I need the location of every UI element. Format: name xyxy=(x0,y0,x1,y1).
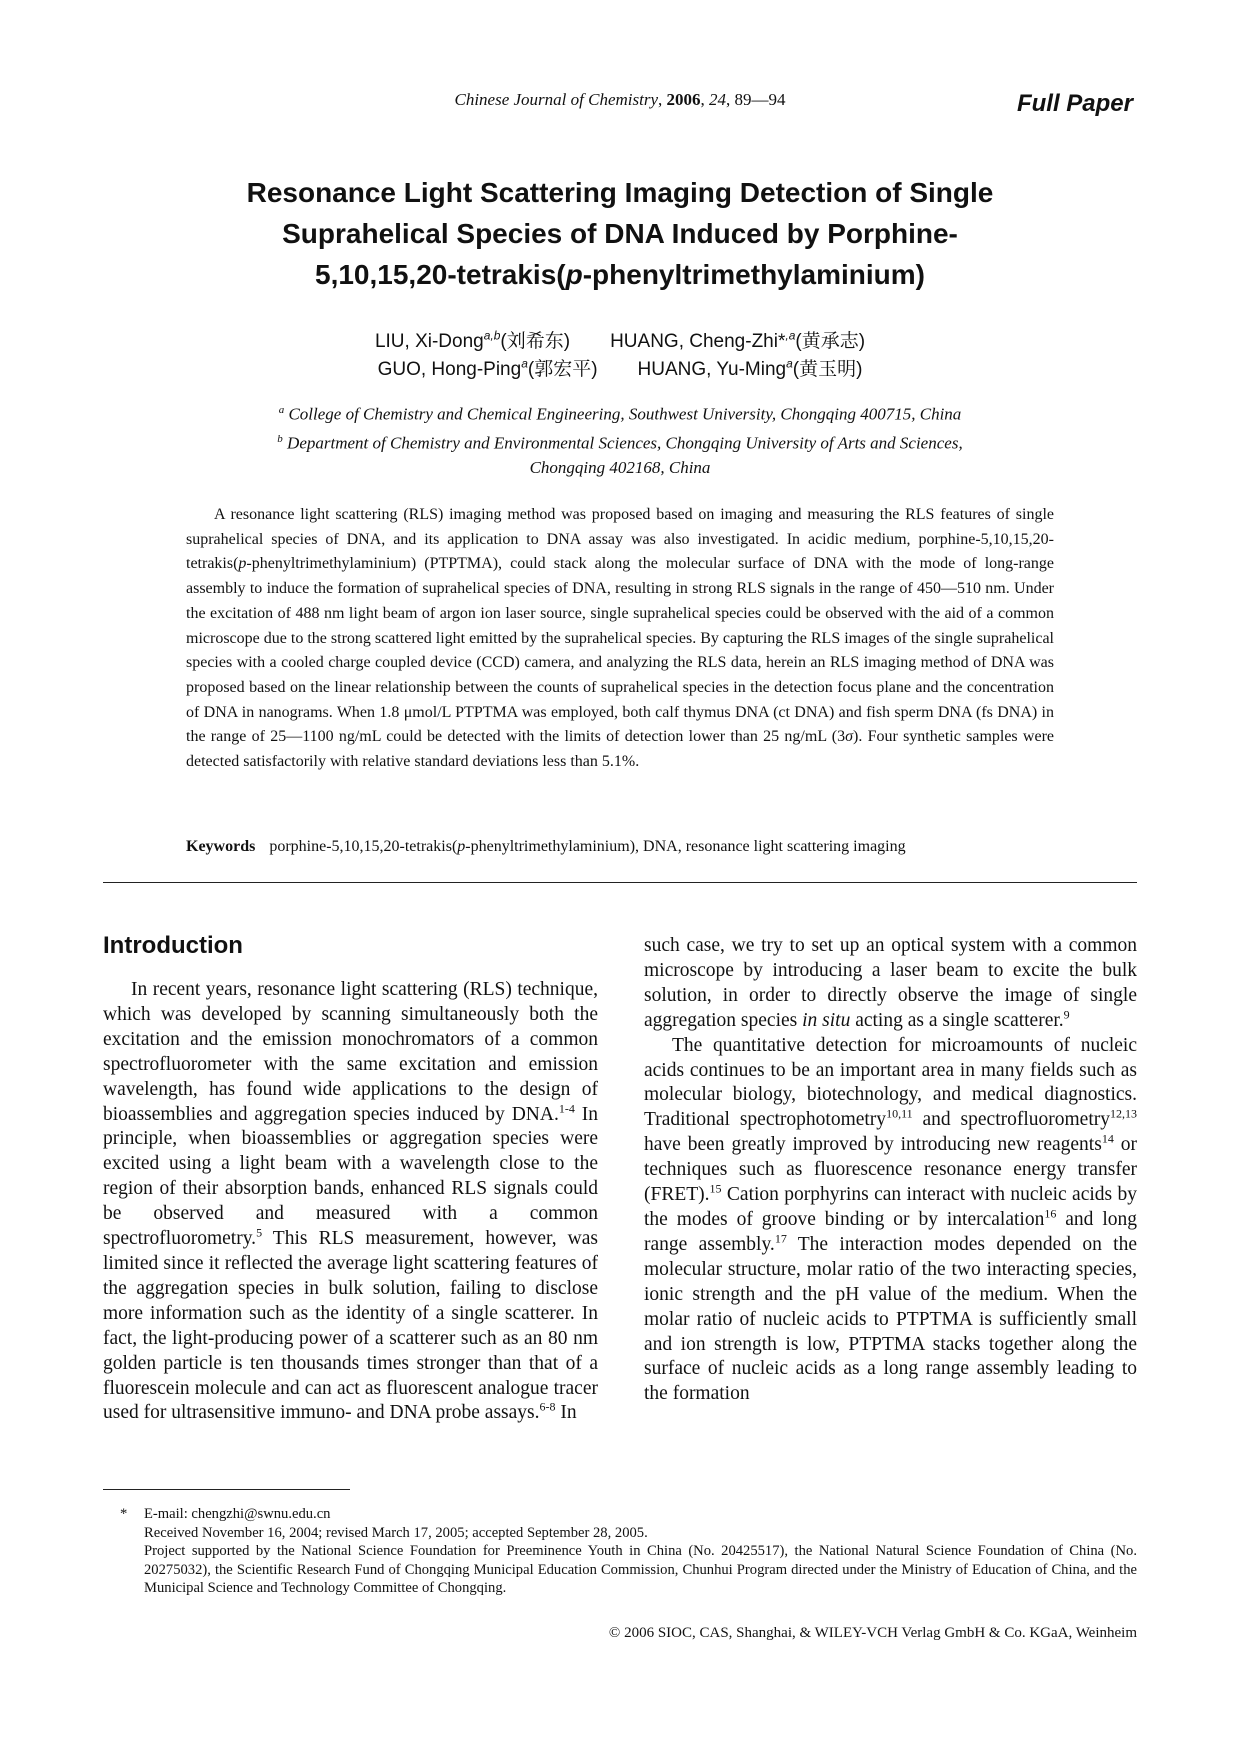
footnote-email: E-mail: chengzhi@swnu.edu.cn xyxy=(144,1506,331,1522)
author: HUANG, Yu-Ming$^a$(黄玉明) xyxy=(637,356,863,380)
title-line-1: Resonance Light Scattering Imaging Detection of Single xyxy=(246,177,994,208)
keywords: Keywords porphine-5,10,15,20-tetrakis(p-phenyltrimethylaminium), DNA, resonance light scattering imaging xyxy=(186,838,906,855)
affiliation: $^a$ College of Chemistry and Chemical Engineering, Southwest University, Chongqing 400715, China xyxy=(278,404,962,424)
affiliation: $^b$ Department of Chemistry and Environmental Sciences, Chongqing University of Arts and Sciences, xyxy=(277,432,963,453)
footnote-received: Received November 16, 2004; revised March 17, 2005; accepted September 28, 2005. xyxy=(144,1524,648,1541)
article-type: Full Paper xyxy=(1016,90,1133,117)
footnote-divider xyxy=(103,1489,350,1490)
author-list xyxy=(0,326,1240,382)
abstract: A resonance light scattering (RLS) imaging method was proposed based on imaging and measuring the RLS features of single suprahelical species of DNA, and its application to DNA assay was also investigated. In acidic medium, porphine-5,10,15,20-tetrakis(p-phenyltrimethylaminium) (PTPTMA), could stack along the molecular surface of DNA with the mode of long-range assembly to induce the formation of suprahelical species of DNA, resulting in strong RLS signals in the range of 450—510 nm. Under the excitation of 488 nm light beam of argon ion laser source, single suprahelical species could be observed with the aid of a common microscope due to the strong scattered light emitted by the suprahelical species. By capturing the RLS images of the single suprahelical species with a cooled charge coupled device (CCD) camera, and analyzing the RLS data, herein an RLS imaging method of DNA was proposed based on the linear relationship between the counts of suprahelical species in the detection focus plane and the concentration of DNA in nanograms. When 1.8 μmol/L PTPTMA was employed, both calf thymus DNA (ct DNA) and fish sperm DNA (fs DNA) in the range of 25—1100 ng/mL could be detected with the limits of detection lower than 25 ng/mL (3σ). Four synthetic samples were detected satisfactorily with relative standard deviations less than 5.1%. xyxy=(186,506,1055,771)
affiliations xyxy=(0,398,1240,480)
affiliation: Chongqing 402168, China xyxy=(529,458,711,478)
author: GUO, Hong-Ping$^a$(郭宏平) xyxy=(377,356,598,380)
journal-volume: 24 xyxy=(709,90,726,109)
journal-header: Chinese Journal of Chemistry, 2006, 24, 89—94 xyxy=(454,90,786,109)
journal-name: Chinese Journal of Chemistry xyxy=(454,90,658,109)
footnote-funding: Project supported by the National Science Foundation for Preeminence Youth in China (No. 20425517), the National Natural Science Foundation of China (No. 20275032), the Scientific Research Fund of Chongqing Municipal Education Commission, Chunhui Program directed under the Ministry of Education of China, and the Municipal Science and Technology Committee of Chongqing. xyxy=(144,1543,1137,1597)
author: HUANG, Cheng-Zhi*$^{,a}$(黄承志) xyxy=(610,328,866,352)
paper-title xyxy=(160,172,1080,295)
title-line-3: 5,10,15,20-tetrakis(p-phenyltrimethylaminium) xyxy=(315,259,925,290)
journal-pages: 89—94 xyxy=(734,90,786,109)
left-column xyxy=(103,978,598,1426)
paragraph: such case, we try to set up an optical system with a common microscope by introducing a laser beam to excite the bulk solution, in order to directly observe the image of single aggregation species in situ acting as a single scatterer.$^9$ xyxy=(644,935,1137,1031)
footnotes xyxy=(120,1505,1137,1598)
section-divider xyxy=(103,882,1137,883)
journal-year: 2006 xyxy=(666,90,701,109)
paragraph: The quantitative detection for microamounts of nucleic acids continues to be an important area in many fields such as molecular biology, biotechnology, and medical diagnostics. Traditional spectrophotometry$^{10,11}$ and spectrofluorometry$^{12,13}$ have been greatly improved by introducing new reagents$^{14}$ or techniques such as fluorescence resonance energy transfer (FRET).$^{15}$ Cation porphyrins can interact with nucleic acids by the modes of groove binding or by intercalation$^{16}$ and long range assembly.$^{17}$ The interaction modes depended on the molecular structure, molar ratio of the two interacting species, ionic strength and the pH value of the medium. When the molar ratio of nucleic acids to PTPTMA is sufficiently small and ion strength is low, PTPTMA stacks together along the surface of nucleic acids as a long range assembly leading to the formation xyxy=(644,1034,1138,1405)
title-line-2: Suprahelical Species of DNA Induced by Porphine- xyxy=(282,218,958,249)
author: LIU, Xi-Dong$^{a,b}$(刘希东) xyxy=(374,328,571,352)
keywords-label: Keywords xyxy=(186,838,256,855)
right-column xyxy=(644,934,1137,1407)
copyright: © 2006 SIOC, CAS, Shanghai, & WILEY-VCH Verlag GmbH & Co. KGaA, Weinheim xyxy=(608,1625,1137,1641)
paragraph: In recent years, resonance light scattering (RLS) technique, which was developed by scanning simultaneously both the excitation and the emission monochromators of a common spectrofluorometer with the same excitation and emission wavelength, has found wide applications to the design of bioassemblies and aggregation species induced by DNA.$^{1-4}$ In principle, when bioassemblies or aggregation species were excited using a light beam with a wavelength close to the region of their absorption bands, enhanced RLS signals could be observed and measured with a common spectrofluorometry.$^5$ This RLS measurement, however, was limited since it reflected the average light scattering features of the aggregation species in bulk solution, failing to disclose more information such as the identity of a single scatterer. In fact, the light-producing power of a scatterer such as an 80 nm golden particle is ten thousands times stronger than that of a fluorescein molecule and can act as fluorescent analogue tracer used for ultrasensitive immuno- and DNA probe assays.$^{6-8}$ In xyxy=(103,979,598,1424)
section-heading: Introduction xyxy=(103,932,243,959)
footnote-marker: * xyxy=(120,1506,128,1522)
